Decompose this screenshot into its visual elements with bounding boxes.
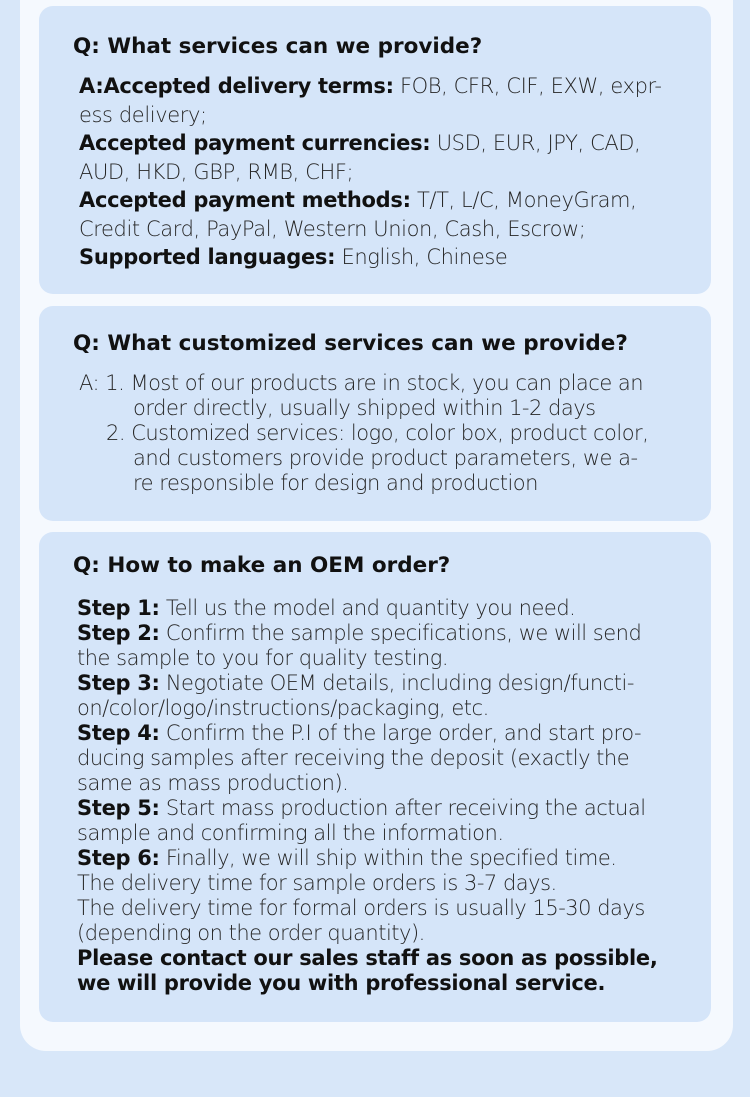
answer-item-1-line-2: order directly, usually shipped within 1-2 days [133, 396, 596, 420]
step-6 [77, 846, 691, 871]
step-2-continued: the sample to you for quality testing. [77, 646, 448, 670]
payment-currencies-line [79, 129, 691, 158]
step-5 [77, 796, 691, 821]
step-4-continued-2: same as mass production). [77, 771, 349, 795]
answer-item-1-line-1: A: 1. Most of our products are in stock, you can place an [79, 371, 644, 395]
step-5-continued: sample and confirming all the information. [77, 821, 504, 845]
step-2-text: Confirm the sample specifications, we will send [159, 621, 642, 645]
faq-card-services [39, 6, 711, 294]
payment-currencies-line-2: AUD, HKD, GBP, RMB, CHF; [79, 159, 354, 184]
faq-question-services: Q: What services can we provide? [73, 34, 483, 59]
formal-delivery-time: The delivery time for formal orders is usually 15-30 days [77, 896, 645, 920]
payment-methods-line [79, 186, 691, 215]
step-5-text: Start mass production after receiving the actual [159, 796, 646, 820]
faq-answer-services [73, 72, 691, 272]
faq-question-oem: Q: How to make an OEM order? [73, 553, 451, 578]
step-4-continued: ducing samples after receiving the deposit (exactly the [77, 746, 630, 770]
step-4-label: Step 4: [77, 721, 160, 745]
languages-line [79, 243, 691, 272]
step-3-text: Negotiate OEM details, including design/functi- [159, 671, 634, 695]
contact-note: Please contact our sales staff as soon as possible, [77, 946, 658, 970]
content-panel [20, 0, 733, 1051]
languages-text: English, Chinese [335, 245, 508, 269]
step-6-label: Step 6: [77, 846, 160, 870]
step-2-label: Step 2: [77, 621, 160, 645]
sample-delivery-time: The delivery time for sample orders is 3-7 days. [77, 871, 557, 895]
delivery-terms-line [79, 72, 691, 101]
payment-methods-line-2: Credit Card, PayPal, Western Union, Cash, Escrow; [79, 216, 586, 241]
formal-delivery-time-continued: (depending on the order quantity). [77, 921, 425, 945]
faq-answer-oem [73, 596, 691, 996]
step-3-label: Step 3: [77, 671, 160, 695]
payment-methods-label: Accepted payment methods: [79, 188, 411, 212]
payment-methods-text: T/T, L/C, MoneyGram, [410, 188, 637, 212]
faq-card-customized [39, 306, 711, 521]
step-1 [77, 596, 691, 621]
delivery-terms-line-2: ess delivery; [79, 102, 207, 127]
answer-item-2-line-1: 2. Customized services: logo, color box, product color, [106, 421, 649, 445]
step-3 [77, 671, 691, 696]
answer-item-2-line-2: and customers provide product parameters, we a- [133, 446, 638, 470]
payment-currencies-label: Accepted payment currencies: [79, 131, 431, 155]
step-1-text: Tell us the model and quantity you need. [159, 596, 576, 620]
step-1-label: Step 1: [77, 596, 160, 620]
faq-answer-customized [73, 371, 691, 496]
payment-currencies-text: USD, EUR, JPY, CAD, [430, 131, 641, 155]
languages-label: Supported languages: [79, 245, 336, 269]
step-4 [77, 721, 691, 746]
step-2 [77, 621, 691, 646]
step-4-text: Confirm the P.I of the large order, and start pro- [159, 721, 642, 745]
step-6-text: Finally, we will ship within the specified time. [159, 846, 617, 870]
step-5-label: Step 5: [77, 796, 160, 820]
step-3-continued: on/color/logo/instructions/packaging, etc. [77, 696, 489, 720]
faq-card-oem [39, 532, 711, 1022]
delivery-terms-label: A:Accepted delivery terms: [79, 74, 394, 98]
answer-item-2-line-3: re responsible for design and production [133, 471, 538, 495]
contact-note-continued: we will provide you with professional service. [77, 971, 606, 995]
delivery-terms-text: FOB, CFR, CIF, EXW, expr- [393, 74, 662, 98]
faq-question-customized: Q: What customized services can we provide? [73, 331, 628, 356]
